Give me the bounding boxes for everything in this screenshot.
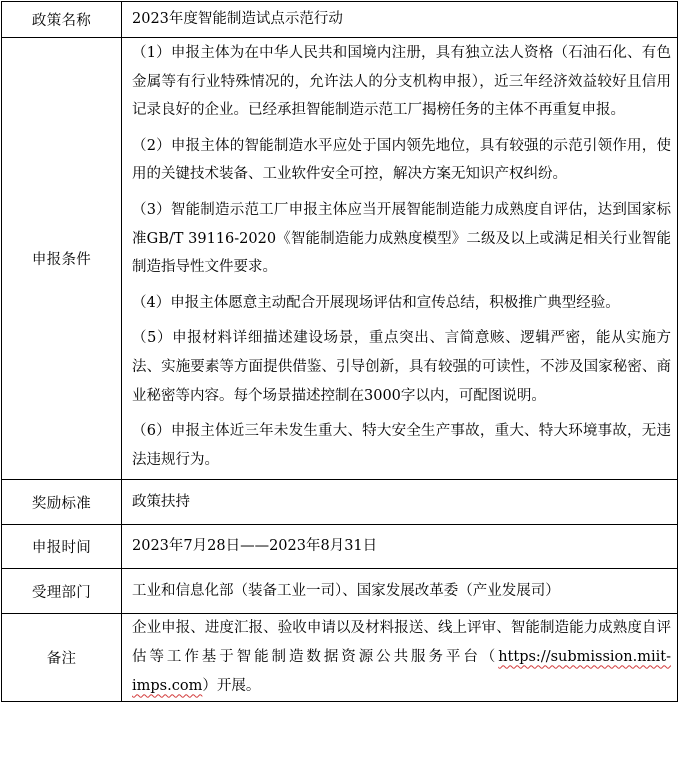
condition-item: （5）申报材料详细描述建设场景，重点突出、言简意赅、逻辑严密，能从实施方法、实施要素等方面提供借鉴、引导创新，具有较强的可读性，不涉及国家秘密、商业秘密等内容。每个场景描述控制在3000字以内，可配图说明。 [132, 330, 671, 404]
row-conditions [2, 38, 678, 480]
remarks-text-prefix: 企业申报、进度汇报、验收申请以及材料报送、线上评审、智能制造能力成熟度自评估等工作基于智能制造数据资源公共服务平台（ [132, 620, 671, 666]
period-value: 2023年7月28日——2023年8月31日 [122, 525, 678, 569]
row-period [2, 525, 678, 569]
reward-value: 政策扶持 [122, 480, 678, 525]
row-policy-name [2, 2, 678, 38]
remarks-label: 备注 [2, 614, 122, 702]
remarks-text-suffix: ）开展。 [202, 678, 261, 695]
platform-url-link[interactable]: https://submission.miit-imps.com [132, 649, 671, 695]
period-label: 申报时间 [2, 525, 122, 569]
row-remarks [2, 614, 678, 702]
policy-name-label: 政策名称 [2, 2, 122, 38]
condition-item: （1）申报主体为在中华人民共和国境内注册，具有独立法人资格（石油石化、有色金属等有行业特殊情况的，允许法人的分支机构申报），近三年经济效益较好且信用记录良好的企业。已经承担智能制造示范工厂揭榜任务的主体不再重复申报。 [132, 45, 671, 119]
department-label: 受理部门 [2, 569, 122, 614]
policy-table [1, 1, 678, 702]
conditions-label: 申报条件 [2, 38, 122, 480]
condition-item: （4）申报主体愿意主动配合开展现场评估和宣传总结，积极推广典型经验。 [132, 294, 620, 311]
remarks-value [122, 614, 678, 702]
policy-name-value: 2023年度智能制造试点示范行动 [122, 2, 678, 38]
row-department [2, 569, 678, 614]
condition-item: （6）申报主体近三年未发生重大、特大安全生产事故，重大、特大环境事故，无违法违规行为。 [132, 423, 671, 468]
condition-item: （3）智能制造示范工厂申报主体应当开展智能制造能力成熟度自评估，达到国家标准GB/T 39116-2020《智能制造能力成熟度模型》二级及以上或满足相关行业智能制造指导性文件要求。 [132, 201, 671, 276]
reward-label: 奖励标准 [2, 480, 122, 525]
condition-item: （2）申报主体的智能制造水平应处于国内领先地位，具有较强的示范引领作用，使用的关键技术装备、工业软件安全可控，解决方案无知识产权纠纷。 [132, 137, 671, 183]
department-value: 工业和信息化部（装备工业一司）、国家发展改革委（产业发展司） [122, 569, 678, 614]
conditions-value [122, 38, 678, 480]
row-reward [2, 480, 678, 525]
